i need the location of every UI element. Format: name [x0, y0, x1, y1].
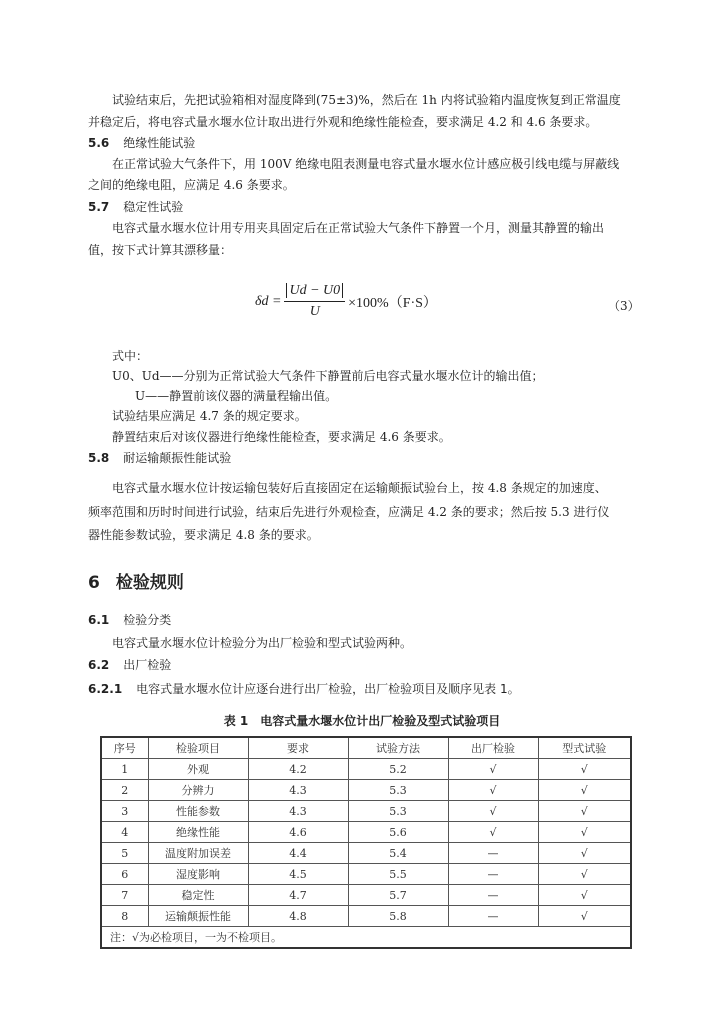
paragraph-line: 试验结束后，先把试验箱相对湿度降到(75±3)%，然后在 1h 内将试验箱内温度恢复到正常温度 [112, 93, 621, 107]
table-cell: √ [538, 801, 631, 822]
table-cell: √ [538, 843, 631, 864]
table-cell: 6 [101, 864, 148, 885]
formula-rhs: ×100%（F·S） [348, 295, 437, 311]
paragraph-line: 电容式量水堰水位计用专用夹具固定后在正常试验大气条件下静置一个月，测量其静置的输出 [112, 221, 605, 235]
table-cell: 外观 [148, 759, 248, 780]
section-heading-6-2 [88, 657, 171, 673]
section-heading-6-1 [88, 612, 171, 628]
section-heading-5-8 [88, 450, 231, 466]
table-row [101, 843, 631, 864]
table-cell: √ [538, 780, 631, 801]
table-cell: — [448, 864, 538, 885]
section-heading-5-7 [88, 199, 183, 215]
variable-definition: U0、Ud——分别为正常试验大气条件下静置前后电容式量水堰水位计的输出值； [112, 369, 544, 383]
paragraph-line: 电容式量水堰水位计检验分为出厂检验和型式试验两种。 [112, 636, 413, 650]
table-cell: 8 [101, 906, 148, 927]
table-cell: 4.3 [248, 801, 348, 822]
table-cell: √ [448, 822, 538, 843]
table-cell: 5.7 [348, 885, 448, 906]
table-cell: 3 [101, 801, 148, 822]
col-header: 序号 [101, 737, 148, 759]
section-title: 检验分类 [123, 613, 172, 627]
table-cell: 5.4 [348, 843, 448, 864]
table-cell: 4.7 [248, 885, 348, 906]
section-number: 6.2.1 [88, 682, 123, 696]
table-cell: 4.2 [248, 759, 348, 780]
table-cell: √ [448, 759, 538, 780]
table-row [101, 864, 631, 885]
section-heading-5-6 [88, 135, 195, 151]
col-header: 要求 [248, 737, 348, 759]
chapter-title: 检验规则 [115, 573, 184, 593]
paragraph-line: 并稳定后，将电容式量水堰水位计取出进行外观和绝缘性能检查，要求满足 4.2 和 4.6 条要求。 [88, 115, 598, 129]
table-caption: 表 1 电容式量水堰水位计出厂检验及型式试验项目 [223, 714, 501, 728]
paragraph-line: 在正常试验大气条件下，用 100V 绝缘电阻表测量电容式量水堰水位计感应极引线电缆与屏蔽线 [112, 157, 620, 171]
table-cell: 5.5 [348, 864, 448, 885]
table-cell: 1 [101, 759, 148, 780]
chapter-number: 6 [88, 573, 100, 593]
table-cell: 绝缘性能 [148, 822, 248, 843]
table-cell: — [448, 906, 538, 927]
section-title: 稳定性试验 [123, 200, 184, 214]
section-number: 5.7 [88, 200, 110, 214]
variable-definition: U——静置前该仪器的满量程输出值。 [135, 389, 338, 403]
table-cell: √ [448, 801, 538, 822]
table-cell: √ [538, 864, 631, 885]
paragraph-line: 频率范围和历时时间进行试验，结束后先进行外观检查，应满足 4.2 条的要求；然后按 5.3 进行仪 [88, 505, 610, 519]
section-title: 出厂检验 [123, 658, 172, 672]
inspection-table [100, 736, 632, 949]
formula-lhs: δd = [255, 293, 282, 309]
section-title: 耐运输颠振性能试验 [123, 451, 232, 465]
table-cell: 性能参数 [148, 801, 248, 822]
paragraph-line: 静置结束后对该仪器进行绝缘性能检查，要求满足 4.6 条要求。 [112, 430, 451, 444]
table-cell: 稳定性 [148, 885, 248, 906]
paragraph-line: 器性能参数试验，要求满足 4.8 条的要求。 [88, 528, 319, 542]
col-header: 检验项目 [148, 737, 248, 759]
col-header: 型式试验 [538, 737, 631, 759]
table-cell: — [448, 843, 538, 864]
table-cell: 4 [101, 822, 148, 843]
table-header-row [101, 737, 631, 759]
table-cell: 7 [101, 885, 148, 906]
where-label: 式中： [112, 349, 149, 363]
drift-formula [255, 283, 437, 320]
table-row [101, 801, 631, 822]
table-cell: 2 [101, 780, 148, 801]
table-cell: 湿度影响 [148, 864, 248, 885]
table-cell: √ [538, 906, 631, 927]
formula-numerator: Ud − U0 [286, 283, 343, 298]
table-cell: 5.3 [348, 780, 448, 801]
table-cell: 5.8 [348, 906, 448, 927]
paragraph-line: 之间的绝缘电阻，应满足 4.6 条要求。 [88, 178, 295, 192]
paragraph-line: 值，按下式计算其漂移量： [88, 243, 233, 257]
equation-number: （3） [608, 299, 640, 313]
table-cell: 5.2 [348, 759, 448, 780]
table-cell: 4.6 [248, 822, 348, 843]
chapter-heading-6 [88, 573, 184, 593]
col-header: 试验方法 [348, 737, 448, 759]
section-text: 电容式量水堰水位计应逐台进行出厂检验，出厂检验项目及顺序见表 1。 [136, 682, 520, 696]
table-row [101, 822, 631, 843]
table-cell: 分辨力 [148, 780, 248, 801]
section-number: 6.1 [88, 613, 110, 627]
table-cell: — [448, 885, 538, 906]
section-6-2-1 [88, 681, 520, 697]
section-number: 5.8 [88, 451, 110, 465]
formula-fraction [284, 283, 345, 320]
table-cell: √ [538, 885, 631, 906]
table-row [101, 759, 631, 780]
section-number: 5.6 [88, 136, 110, 150]
table-cell: 5.6 [348, 822, 448, 843]
table-cell: √ [538, 759, 631, 780]
table-cell: 4.4 [248, 843, 348, 864]
table-row [101, 906, 631, 927]
table-row [101, 780, 631, 801]
table-cell: 4.8 [248, 906, 348, 927]
col-header: 出厂检验 [448, 737, 538, 759]
table-cell: 4.5 [248, 864, 348, 885]
table-cell: 温度附加误差 [148, 843, 248, 864]
formula-denominator: U [309, 304, 320, 319]
section-number: 6.2 [88, 658, 110, 672]
section-title: 绝缘性能试验 [123, 136, 196, 150]
table-cell: 运输颠振性能 [148, 906, 248, 927]
table-cell: 5 [101, 843, 148, 864]
paragraph-line: 试验结果应满足 4.7 条的规定要求。 [112, 409, 307, 423]
table-cell: √ [538, 822, 631, 843]
table-cell: 5.3 [348, 801, 448, 822]
table-note: 注：√为必检项目，一为不检项目。 [101, 927, 631, 949]
paragraph-line: 电容式量水堰水位计按运输包装好后直接固定在运输颠振试验台上，按 4.8 条规定的加速度、 [112, 481, 607, 495]
table-row [101, 885, 631, 906]
table-cell: 4.3 [248, 780, 348, 801]
table-cell: √ [448, 780, 538, 801]
